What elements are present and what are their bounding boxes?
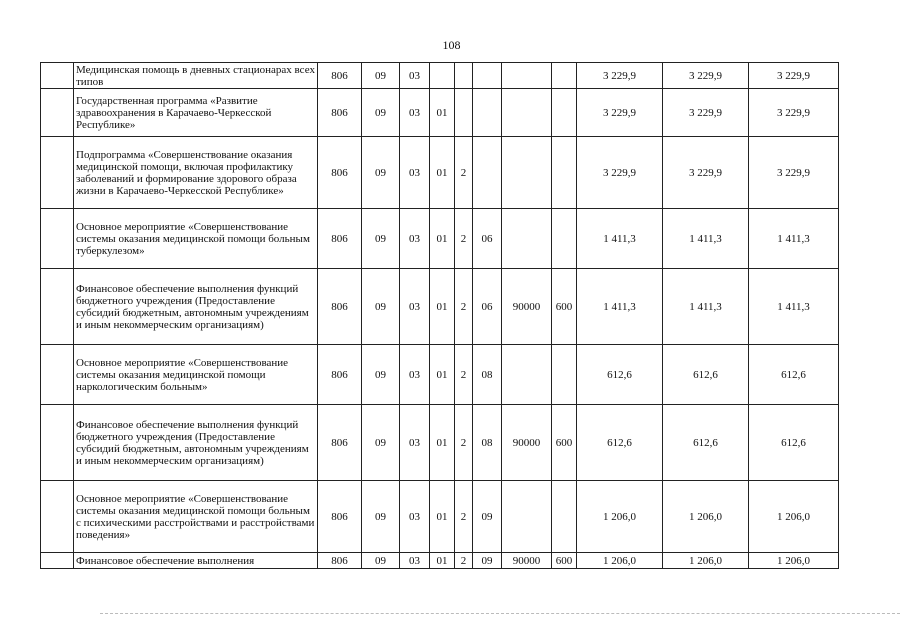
row-name: Медицинская помощь в дневных стационарах всех типов <box>74 63 318 89</box>
scan-edge <box>100 613 900 615</box>
target-article-code <box>502 63 552 89</box>
row-number-cell <box>41 481 74 553</box>
ministry-code: 806 <box>318 89 362 137</box>
expense-type-code: 600 <box>552 405 577 481</box>
row-name: Подпрограмма «Совершенствование оказания медицинской помощи, включая профилактику заболеваний и формирование здорового образа жизни в Карачаево-Черкесской Республике» <box>74 137 318 209</box>
amount-year-3: 3 229,9 <box>749 89 839 137</box>
amount-year-1: 1 206,0 <box>577 481 663 553</box>
amount-year-2: 1 206,0 <box>663 481 749 553</box>
section-code: 09 <box>362 209 400 269</box>
target-article-code: 90000 <box>502 405 552 481</box>
amount-year-1: 3 229,9 <box>577 137 663 209</box>
expense-type-code <box>552 345 577 405</box>
program-code: 01 <box>430 137 455 209</box>
target-article-code <box>502 345 552 405</box>
section-code: 09 <box>362 63 400 89</box>
row-number-cell <box>41 137 74 209</box>
row-name: Основное мероприятие «Совершенствование системы оказания медицинской помощи наркологическим больным» <box>74 345 318 405</box>
amount-year-3: 612,6 <box>749 405 839 481</box>
program-code: 01 <box>430 209 455 269</box>
subprogram-code: 2 <box>455 405 473 481</box>
target-article-code: 90000 <box>502 553 552 569</box>
section-code: 09 <box>362 553 400 569</box>
amount-year-3: 612,6 <box>749 345 839 405</box>
program-code: 01 <box>430 269 455 345</box>
row-name: Государственная программа «Развитие здравоохранения в Карачаево-Черкесской Республике» <box>74 89 318 137</box>
activity-code: 09 <box>473 553 502 569</box>
target-article-code <box>502 481 552 553</box>
amount-year-3: 1 206,0 <box>749 553 839 569</box>
amount-year-2: 3 229,9 <box>663 137 749 209</box>
amount-year-1: 1 411,3 <box>577 269 663 345</box>
table-row <box>41 553 839 569</box>
subprogram-code <box>455 89 473 137</box>
expense-type-code <box>552 89 577 137</box>
table-row <box>41 209 839 269</box>
amount-year-1: 1 206,0 <box>577 553 663 569</box>
amount-year-3: 3 229,9 <box>749 63 839 89</box>
activity-code: 09 <box>473 481 502 553</box>
activity-code <box>473 89 502 137</box>
row-name: Финансовое обеспечение выполнения <box>74 553 318 569</box>
row-number-cell <box>41 553 74 569</box>
ministry-code: 806 <box>318 345 362 405</box>
amount-year-1: 612,6 <box>577 405 663 481</box>
table-row <box>41 137 839 209</box>
table-row <box>41 345 839 405</box>
row-number-cell <box>41 89 74 137</box>
row-name: Финансовое обеспечение выполнения функций бюджетного учреждения (Предоставление субсидий бюджетным, автономным учреждениям и иным некоммерческим организациям) <box>74 405 318 481</box>
subprogram-code: 2 <box>455 209 473 269</box>
table-row <box>41 63 839 89</box>
subprogram-code <box>455 63 473 89</box>
table-row <box>41 269 839 345</box>
subprogram-code: 2 <box>455 269 473 345</box>
activity-code: 08 <box>473 405 502 481</box>
row-number-cell <box>41 209 74 269</box>
target-article-code <box>502 209 552 269</box>
expense-type-code <box>552 63 577 89</box>
subsection-code: 03 <box>400 209 430 269</box>
ministry-code: 806 <box>318 553 362 569</box>
section-code: 09 <box>362 345 400 405</box>
section-code: 09 <box>362 405 400 481</box>
amount-year-3: 1 206,0 <box>749 481 839 553</box>
row-name: Финансовое обеспечение выполнения функций бюджетного учреждения (Предоставление субсидий бюджетным, автономным учреждениям и иным некоммерческим организациям) <box>74 269 318 345</box>
subsection-code: 03 <box>400 63 430 89</box>
ministry-code: 806 <box>318 137 362 209</box>
amount-year-2: 612,6 <box>663 405 749 481</box>
amount-year-2: 3 229,9 <box>663 63 749 89</box>
program-code: 01 <box>430 481 455 553</box>
section-code: 09 <box>362 481 400 553</box>
program-code: 01 <box>430 553 455 569</box>
budget-table-body <box>41 63 839 569</box>
table-row <box>41 89 839 137</box>
program-code: 01 <box>430 89 455 137</box>
section-code: 09 <box>362 137 400 209</box>
row-number-cell <box>41 63 74 89</box>
ministry-code: 806 <box>318 269 362 345</box>
row-name: Основное мероприятие «Совершенствование системы оказания медицинской помощи больным туберкулезом» <box>74 209 318 269</box>
amount-year-2: 612,6 <box>663 345 749 405</box>
subprogram-code: 2 <box>455 137 473 209</box>
program-code <box>430 63 455 89</box>
subsection-code: 03 <box>400 137 430 209</box>
row-name: Основное мероприятие «Совершенствование системы оказания медицинской помощи больным с психическими расстройствами и расстройствами поведения» <box>74 481 318 553</box>
target-article-code <box>502 89 552 137</box>
budget-table <box>40 62 839 569</box>
ministry-code: 806 <box>318 405 362 481</box>
row-number-cell <box>41 269 74 345</box>
row-number-cell <box>41 345 74 405</box>
page-number: 108 <box>442 38 461 52</box>
subprogram-code: 2 <box>455 481 473 553</box>
amount-year-1: 3 229,9 <box>577 63 663 89</box>
subsection-code: 03 <box>400 481 430 553</box>
subsection-code: 03 <box>400 89 430 137</box>
subsection-code: 03 <box>400 345 430 405</box>
expense-type-code: 600 <box>552 553 577 569</box>
table-row <box>41 405 839 481</box>
target-article-code: 90000 <box>502 269 552 345</box>
amount-year-1: 612,6 <box>577 345 663 405</box>
subprogram-code: 2 <box>455 345 473 405</box>
subprogram-code: 2 <box>455 553 473 569</box>
amount-year-2: 3 229,9 <box>663 89 749 137</box>
activity-code <box>473 63 502 89</box>
expense-type-code <box>552 481 577 553</box>
ministry-code: 806 <box>318 63 362 89</box>
amount-year-3: 1 411,3 <box>749 209 839 269</box>
amount-year-3: 1 411,3 <box>749 269 839 345</box>
row-number-cell <box>41 405 74 481</box>
amount-year-2: 1 206,0 <box>663 553 749 569</box>
table-row <box>41 481 839 553</box>
ministry-code: 806 <box>318 209 362 269</box>
subsection-code: 03 <box>400 269 430 345</box>
expense-type-code <box>552 209 577 269</box>
section-code: 09 <box>362 89 400 137</box>
activity-code: 06 <box>473 269 502 345</box>
amount-year-2: 1 411,3 <box>663 269 749 345</box>
amount-year-1: 1 411,3 <box>577 209 663 269</box>
amount-year-3: 3 229,9 <box>749 137 839 209</box>
subsection-code: 03 <box>400 405 430 481</box>
program-code: 01 <box>430 405 455 481</box>
program-code: 01 <box>430 345 455 405</box>
subsection-code: 03 <box>400 553 430 569</box>
section-code: 09 <box>362 269 400 345</box>
activity-code: 08 <box>473 345 502 405</box>
amount-year-1: 3 229,9 <box>577 89 663 137</box>
target-article-code <box>502 137 552 209</box>
expense-type-code <box>552 137 577 209</box>
expense-type-code: 600 <box>552 269 577 345</box>
ministry-code: 806 <box>318 481 362 553</box>
activity-code: 06 <box>473 209 502 269</box>
activity-code <box>473 137 502 209</box>
amount-year-2: 1 411,3 <box>663 209 749 269</box>
